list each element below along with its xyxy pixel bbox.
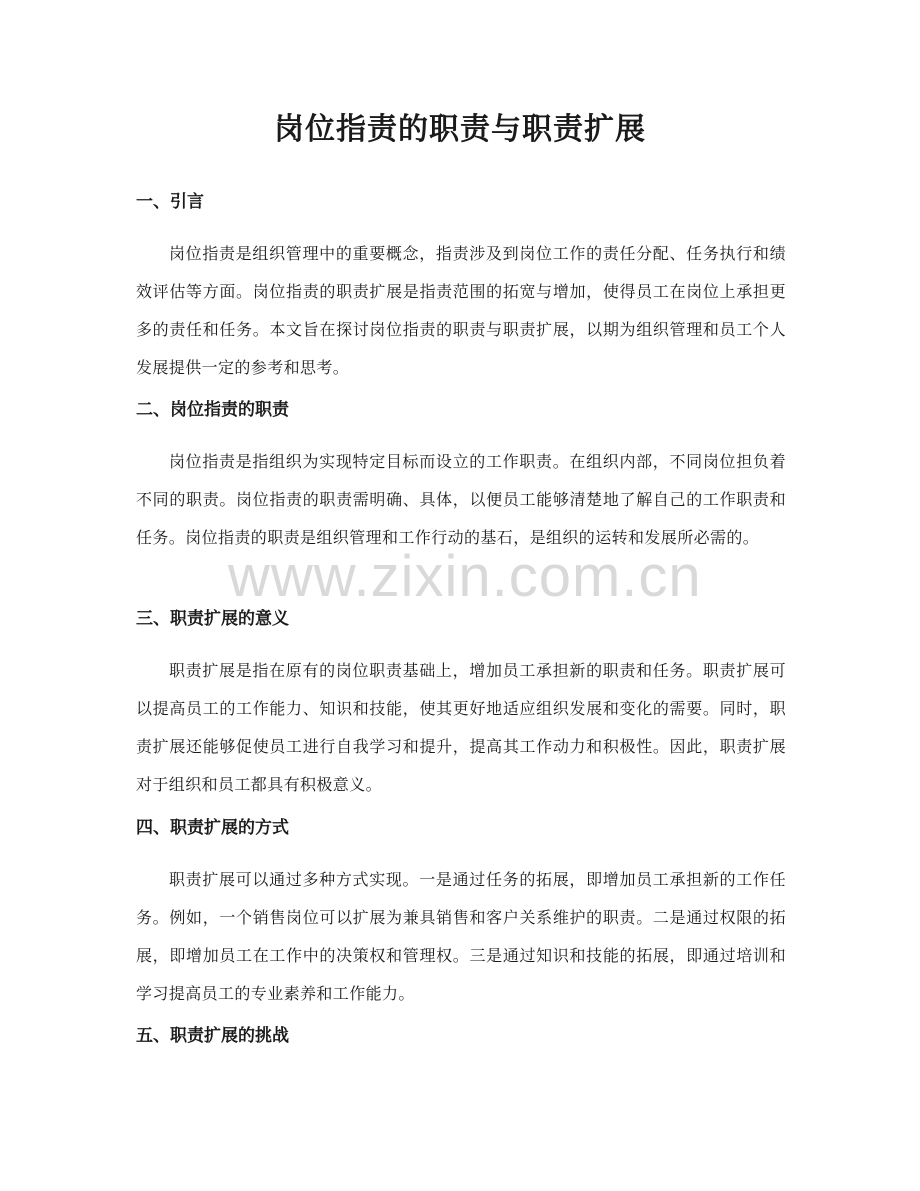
document-title: 岗位指责的职责与职责扩展 [274,112,646,147]
section-introduction [136,189,786,387]
section-paragraph: 职责扩展可以通过多种方式实现。一是通过任务的拓展，即增加员工承担新的工作任务。例如，一个销售岗位可以扩展为兼具销售和客户关系维护的职责。二是通过权限的拓展，即增加员工在工作中的决策权和管理权。三是通过知识和技能的拓展，即通过培训和学习提高员工的专业素养和工作能力。 [136,870,786,1003]
section-heading: 二、岗位指责的职责 [136,400,289,420]
section-heading: 一、引言 [136,192,204,212]
section-expansion-methods [136,815,786,1013]
section-expansion-significance [136,606,786,804]
section-expansion-challenges [136,1023,786,1049]
section-heading: 三、职责扩展的意义 [136,609,289,629]
section-heading: 四、职责扩展的方式 [136,818,289,838]
section-job-duties [136,397,786,557]
watermark-text: www.zixin.com.cn [228,544,702,609]
section-paragraph: 职责扩展是指在原有的岗位职责基础上，增加员工承担新的职责和任务。职责扩展可以提高员工的工作能力、知识和技能，使其更好地适应组织发展和变化的需要。同时，职责扩展还能够促使员工进行自我学习和提升，提高其工作动力和积极性。因此，职责扩展对于组织和员工都具有积极意义。 [136,661,786,794]
section-paragraph: 岗位指责是组织管理中的重要概念，指责涉及到岗位工作的责任分配、任务执行和绩效评估等方面。岗位指责的职责扩展是指责范围的拓宽与增加，使得员工在岗位上承担更多的责任和任务。本文旨在探讨岗位指责的职责与职责扩展，以期为组织管理和员工个人发展提供一定的参考和思考。 [136,244,786,377]
section-paragraph: 岗位指责是指组织为实现特定目标而设立的工作职责。在组织内部，不同岗位担负着不同的职责。岗位指责的职责需明确、具体，以便员工能够清楚地了解自己的工作职责和任务。岗位指责的职责是组织管理和工作行动的基石，是组织的运转和发展所必需的。 [136,452,786,547]
section-heading: 五、职责扩展的挑战 [136,1026,289,1046]
